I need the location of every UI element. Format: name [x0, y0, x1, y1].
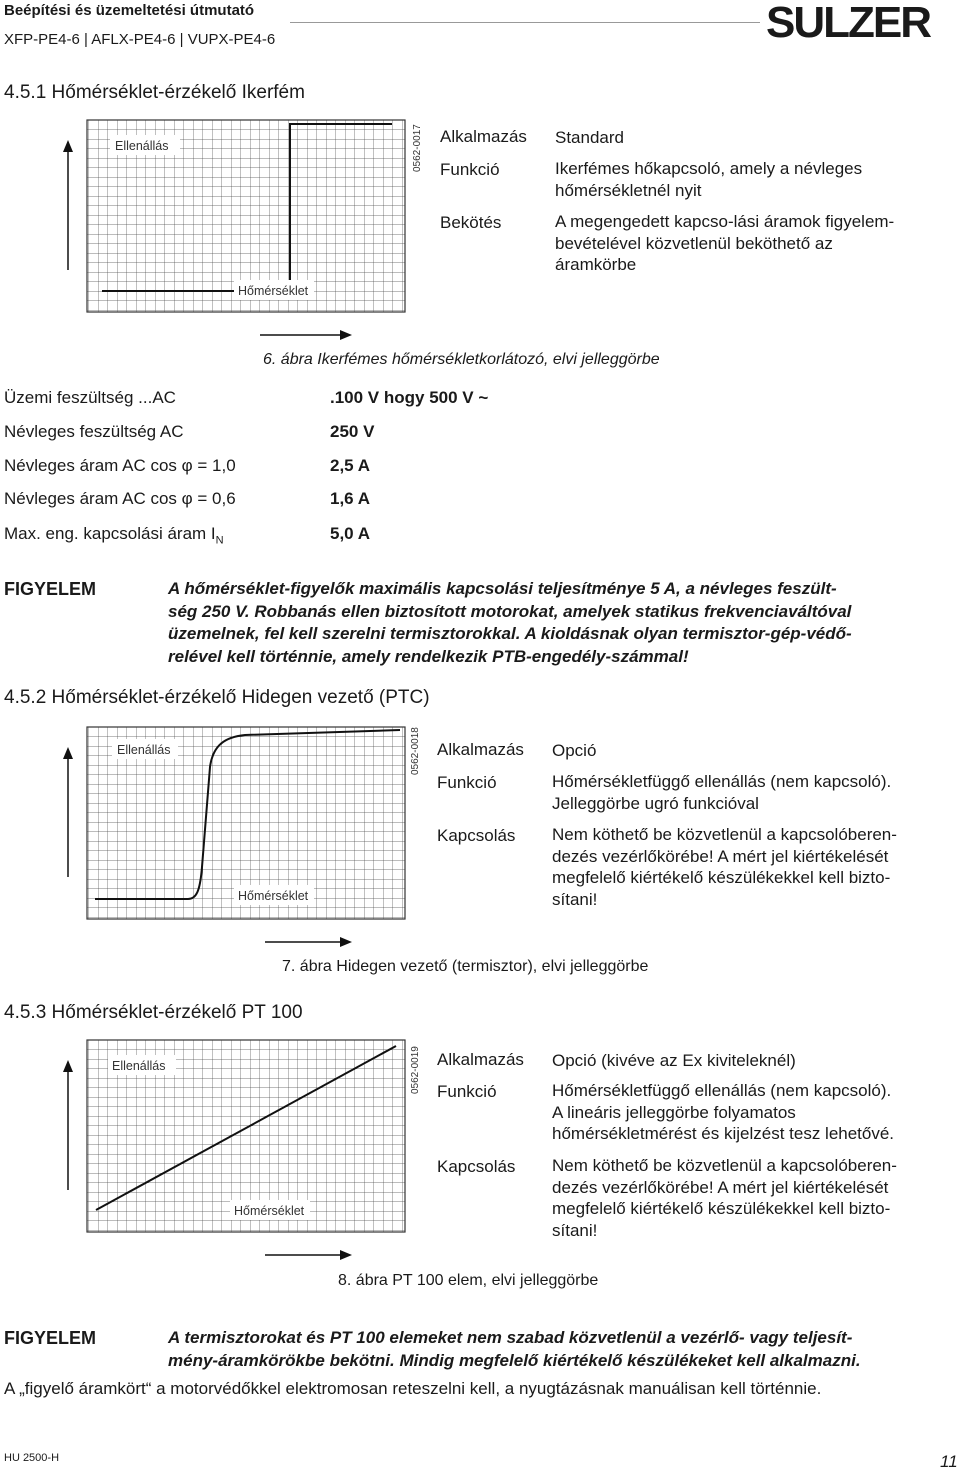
- row-label-function: Funkció: [437, 773, 497, 792]
- y-axis-label: Ellenállás: [115, 139, 169, 153]
- y-axis-label: Ellenállás: [117, 743, 171, 757]
- figure-8-caption: 8. ábra PT 100 elem, elvi jelleggörbe: [338, 1272, 599, 1289]
- spec-label-rated-voltage: Névleges feszültség AC: [4, 422, 184, 441]
- row-label-application: Alkalmazás: [440, 127, 527, 146]
- x-arrow-head: [340, 330, 352, 340]
- y-arrow-head: [63, 140, 73, 152]
- row-label-application: Alkalmazás: [437, 1050, 524, 1069]
- y-arrow-head: [63, 747, 73, 759]
- section-1-title: 4.5.1 Hőmérséklet-érzékelő Ikerfém: [4, 82, 305, 103]
- notice-2-footnote: A „figyelő áramkört“ a motorvédőkkel elektromosan reteszelni kell, a nyugtázásnak manuálisan kell történnie.: [4, 1379, 822, 1398]
- notice-2-heading: FIGYELEM: [4, 1328, 97, 1348]
- row-value-switching: Nem köthető be közvetlenül a kapcsolóberen- dezés vezérlőkörébe! A mért jel kiértékelését megfelelő kiértékelő készülékekkel kell bizto- sítani!: [552, 1156, 897, 1240]
- row-value-function: Hőmérsékletfüggő ellenállás (nem kapcsoló). Jelleggörbe ugró funkcióval: [552, 772, 892, 813]
- spec-label-rated-current-2: Névleges áram AC cos φ = 0,6: [4, 489, 236, 508]
- section-2-title: 4.5.2 Hőmérséklet-érzékelő Hidegen vezető (PTC): [4, 687, 430, 708]
- x-arrow-head: [340, 937, 352, 947]
- figure-code: 0562-0017: [412, 124, 423, 172]
- row-value-switching: Nem köthető be közvetlenül a kapcsolóberen- dezés vezérlőkörébe! A mért jel kiértékelését megfelelő kiértékelő készülékekkel kell bizto- sítani!: [552, 825, 897, 909]
- y-arrow-head: [63, 1060, 73, 1072]
- x-arrow-head: [340, 1250, 352, 1260]
- notice-1-body: A hőmérséklet-figyelők maximális kapcsolási teljesítménye 5 A, a névleges feszült- ség 250 V. Robbanás ellen biztosított motorokat, amelyek statikus frekvenciaváltóval üzemelnek, fel kell szerelni termisztorokkal. A kioldásnak olyan termisztor-gép-védő- relével kell történnie, amely rendelkezik PTB-engedély-számmal!: [168, 579, 852, 666]
- page-number: 11: [940, 1452, 958, 1471]
- row-label-connection: Bekötés: [440, 213, 502, 232]
- row-value-application: Opció (kivéve az Ex kiviteleknél): [552, 1051, 796, 1070]
- notice-1-heading: FIGYELEM: [4, 579, 97, 599]
- header-rule: [290, 22, 760, 23]
- notice-2-body: A termisztorokat és PT 100 elemeket nem szabad közvetlenül a vezérlő- vagy teljesít- mény-áramkörökbe bekötni. Mindig megfelelő kiértékelő készülékeket kell alkalmazni.: [168, 1328, 861, 1370]
- figure-7-caption: 7. ábra Hidegen vezető (termisztor), elvi jelleggörbe: [282, 958, 649, 975]
- row-value-function: Hőmérsékletfüggő ellenállás (nem kapcsoló). A lineáris jelleggörbe folyamatos hőmérsékletmérést és kijelzést tesz lehetővé.: [552, 1081, 895, 1143]
- figure-code: 0562-0019: [410, 1046, 421, 1094]
- footer-doc-code: HU 2500-H: [4, 1452, 60, 1464]
- spec-label-operating-voltage: Üzemi feszültség ...AC: [4, 388, 176, 407]
- x-axis-label: Hőmérséklet: [238, 284, 309, 298]
- figure-6-caption: 6. ábra Ikerfémes hőmérsékletkorlátozó, elvi jelleggörbe: [263, 351, 660, 368]
- spec-value-rated-voltage: 250 V: [330, 422, 375, 441]
- row-label-switching: Kapcsolás: [437, 826, 516, 845]
- sulzer-logo: SULZER: [766, 0, 930, 47]
- row-label-function: Funkció: [440, 160, 500, 179]
- spec-value-max-switching-current: 5,0 A: [330, 524, 371, 543]
- row-label-function: Funkció: [437, 1082, 497, 1101]
- pt100-diagram: [60, 1040, 440, 1275]
- spec-value-rated-current-2: 1,6 A: [330, 489, 371, 508]
- bimetal-diagram: [60, 120, 440, 355]
- section-3-title: 4.5.3 Hőmérséklet-érzékelő PT 100: [4, 1002, 303, 1023]
- spec-label-rated-current-1: Névleges áram AC cos φ = 1,0: [4, 456, 236, 475]
- figure-code: 0562-0018: [410, 727, 421, 775]
- row-value-application: Standard: [555, 128, 624, 147]
- y-axis-label: Ellenállás: [112, 1059, 166, 1073]
- x-axis-label: Hőmérséklet: [238, 889, 309, 903]
- spec-value-operating-voltage: .100 V hogy 500 V ~: [330, 388, 489, 407]
- row-value-function: Ikerfémes hőkapcsoló, amely a névleges hőmérsékletnél nyit: [555, 159, 863, 200]
- document-subtitle: XFP-PE4-6 | AFLX-PE4-6 | VUPX-PE4-6: [4, 31, 276, 48]
- row-value-application: Opció: [552, 741, 597, 760]
- spec-value-rated-current-1: 2,5 A: [330, 456, 371, 475]
- document-title: Beépítési és üzemeltetési útmutató: [4, 2, 255, 19]
- row-label-application: Alkalmazás: [437, 740, 524, 759]
- ptc-diagram: [60, 727, 440, 962]
- x-axis-label: Hőmérséklet: [234, 1204, 305, 1218]
- row-label-switching: Kapcsolás: [437, 1157, 516, 1176]
- row-value-connection: A megengedett kapcso-lási áramok figyelem- bevételével közvetlenül beköthető az áramkörbe: [555, 212, 895, 274]
- spec-label-max-switching-current: Max. eng. kapcsolási áram $I_N$: [4, 524, 224, 547]
